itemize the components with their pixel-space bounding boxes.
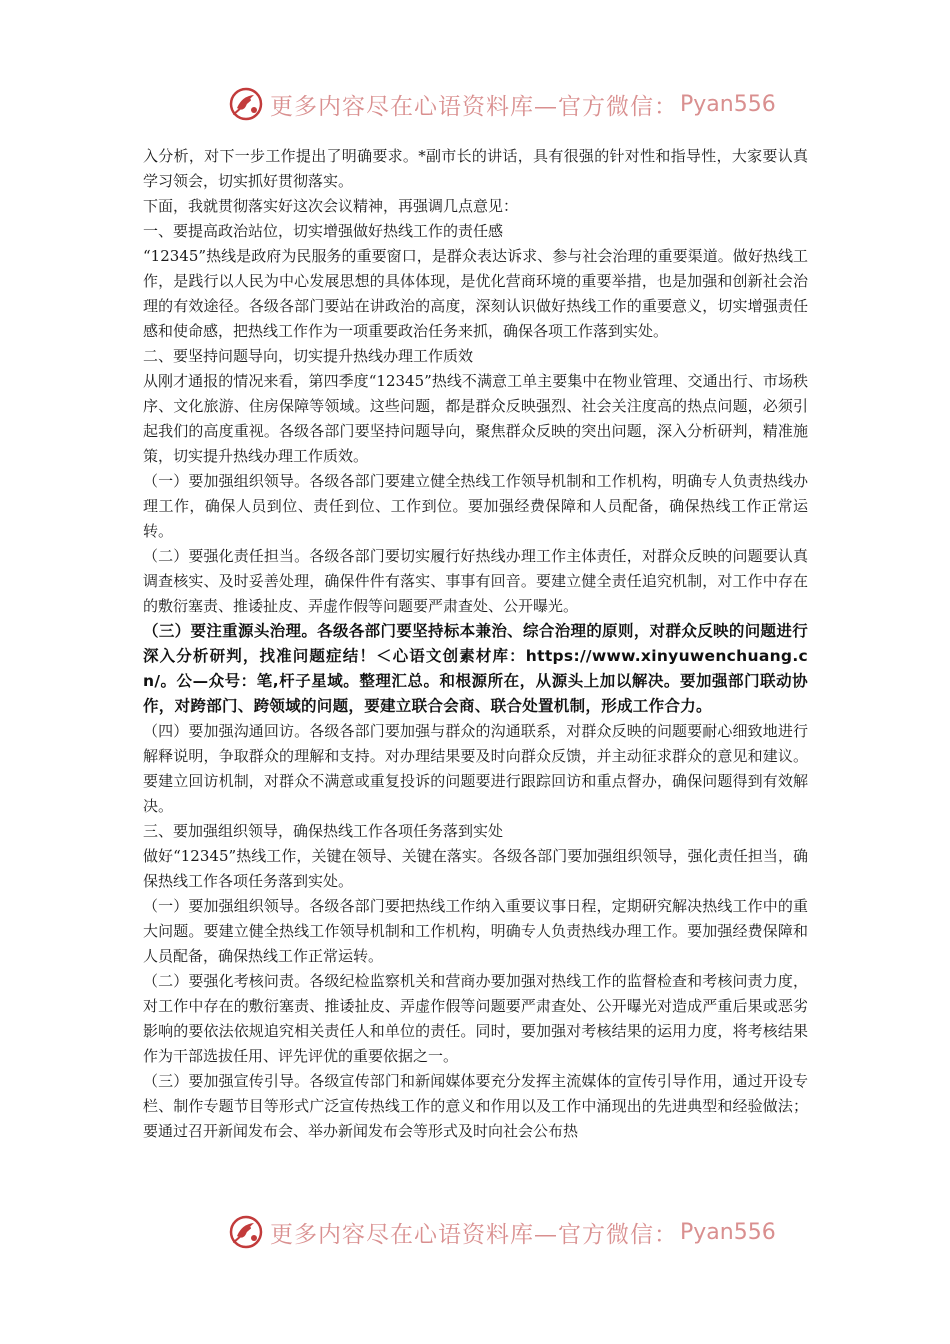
paragraph: （二）要强化考核问责。各级纪检监察机关和营商办要加强对热线工作的监督检查和考核问责力度，对工作中存在的敷衍塞责、推诿扯皮、弄虚作假等问题要严肃查处、公开曝光对造成严重后果或恶劣影响的要依法依规追究相关责任人和单位的责任。同时，要加强对考核结果的运用力度，将考核结果作为干部选拔任用、评先评优的重要依据之一。: [143, 972, 808, 1065]
paragraph: （二）要强化责任担当。各级各部门要切实履行好热线办理工作主体责任，对群众反映的问题要认真调查核实、及时妥善处理，确保件件有落实、事事有回音。要建立健全责任追究机制，对工作中存在的敷衍塞责、推诿扯皮、弄虚作假等问题要严肃查处、公开曝光。: [143, 547, 808, 615]
footer-banner: [0, 1210, 950, 1254]
wechat-logo-icon: [228, 86, 264, 122]
header-banner-text: 更多内容尽在心语资料库—官方微信：: [270, 93, 678, 120]
paragraph: （三）要加强宣传引导。各级宣传部门和新闻媒体要充分发挥主流媒体的宣传引导作用，通过开设专栏、制作专题节目等形式广泛宣传热线工作的意义和作用以及工作中涌现出的先进典型和经验做法；要通过召开新闻发布会、举办新闻发布会等形式及时向社会公布热: [143, 1072, 808, 1140]
footer-banner-text: 更多内容尽在心语资料库—官方微信：: [270, 1221, 678, 1248]
wechat-logo-icon: [228, 1214, 264, 1250]
highlighted-paragraph: （三）要注重源头治理。各级各部门要坚持标本兼治、综合治理的原则，对群众反映的问题进行深入分析研判，找准问题症结！＜心语文创素材库：https://www.xinyuwenchuang.cn/。公—众号：笔,杆子星域。整理汇总。和根源所在，从源头上加以解决。要加强部门联动协作，对跨部门、跨领域的问题，要建立联合会商、联合处置机制，形成工作合力。: [143, 622, 808, 715]
paragraph: 从刚才通报的情况来看，第四季度“12345”热线不满意工单主要集中在物业管理、交通出行、市场秩序、文化旅游、住房保障等领域。这些问题，都是群众反映强烈、社会关注度高的热点问题，必须引起我们的高度重视。各级各部门要坚持问题导向，聚焦群众反映的突出问题，深入分析研判，精准施策，切实提升热线办理工作质效。: [143, 372, 808, 465]
paragraph: （一）要加强组织领导。各级各部门要建立健全热线工作领导机制和工作机构，明确专人负责热线办理工作，确保人员到位、责任到位、工作到位。要加强经费保障和人员配备，确保热线工作正常运转。: [143, 472, 808, 540]
paragraph: （一）要加强组织领导。各级各部门要把热线工作纳入重要议事日程，定期研究解决热线工作中的重大问题。要建立健全热线工作领导机制和工作机构，明确专人负责热线办理工作。要加强经费保障和人员配备，确保热线工作正常运转。: [143, 897, 808, 965]
header-wechat-id: Pyan556: [680, 91, 776, 117]
section-heading: 二、要坚持问题导向，切实提升热线办理工作质效: [143, 347, 474, 365]
paragraph: 下面，我就贯彻落实好这次会议精神，再强调几点意见：: [143, 197, 519, 215]
header-banner-content[interactable]: [228, 82, 776, 126]
paragraph: 入分析，对下一步工作提出了明确要求。*副市长的讲话，具有很强的针对性和指导性，大家要认真学习领会，切实抓好贯彻落实。: [143, 147, 808, 190]
section-heading: 三、要加强组织领导，确保热线工作各项任务落到实处: [143, 822, 504, 840]
document-body: [143, 144, 808, 1144]
footer-wechat-id: Pyan556: [680, 1219, 776, 1245]
paragraph: （四）要加强沟通回访。各级各部门要加强与群众的沟通联系，对群众反映的问题要耐心细致地进行解释说明，争取群众的理解和支持。对办理结果要及时向群众反馈，并主动征求群众的意见和建议。要建立回访机制，对群众不满意或重复投诉的问题要进行跟踪回访和重点督办，确保问题得到有效解决。: [143, 722, 808, 815]
paragraph: “12345”热线是政府为民服务的重要窗口，是群众表达诉求、参与社会治理的重要渠道。做好热线工作，是践行以人民为中心发展思想的具体体现，是优化营商环境的重要举措，也是加强和创新社会治理的有效途径。各级各部门要站在讲政治的高度，深刻认识做好热线工作的重要意义，切实增强责任感和使命感，把热线工作作为一项重要政治任务来抓，确保各项工作落到实处。: [143, 247, 808, 340]
header-banner: [0, 82, 950, 126]
footer-banner-content[interactable]: [228, 1210, 776, 1254]
section-heading: 一、要提高政治站位，切实增强做好热线工作的责任感: [143, 222, 504, 240]
paragraph: 做好“12345”热线工作，关键在领导、关键在落实。各级各部门要加强组织领导，强化责任担当，确保热线工作各项任务落到实处。: [143, 847, 808, 890]
